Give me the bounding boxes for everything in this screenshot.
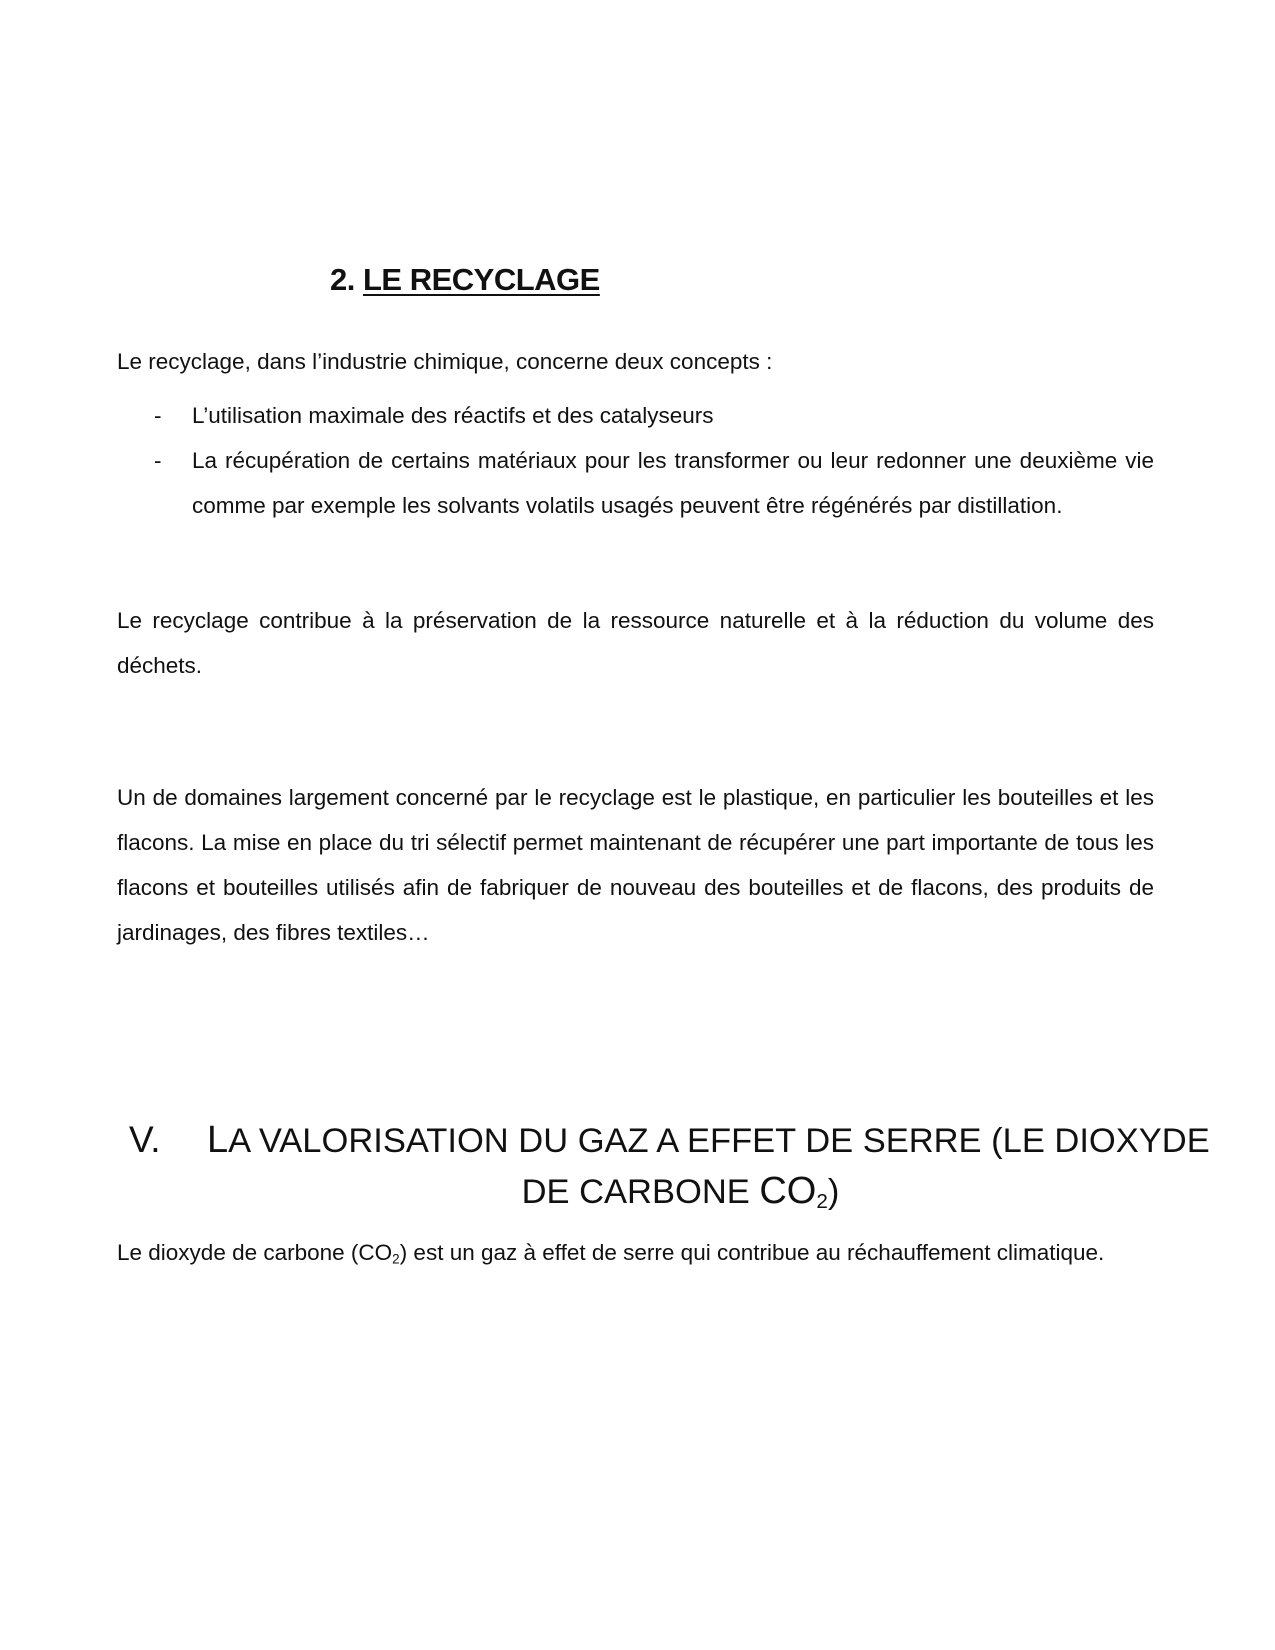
bullet-text: La récupération de certains matériaux pour les transformer ou leur redonner une deuxième vie comme par exemple les solvants volatils usagés peuvent être régénérés par distillation. — [192, 448, 1154, 518]
section-title: LE RECYCLAGE — [362, 262, 600, 297]
chapter-title-prefix: DE CARBONE — [521, 1173, 760, 1211]
co2-text-before: Le dioxyde de carbone (CO — [117, 1240, 393, 1265]
chapter-title-rest: A VALORISATION DU GAZ A EFFET DE SERRE (LE DIOXYDE — [228, 1122, 1210, 1160]
co2-subscript: 2 — [392, 1251, 400, 1267]
list-item — [117, 438, 1154, 528]
bullet-list — [117, 393, 1154, 528]
chapter-heading — [117, 1115, 1210, 1227]
contribution-paragraph: Le recyclage contribue à la préservation de la ressource naturelle et à la réduction du volume des déchets. — [117, 608, 1154, 678]
chapter-title-line-1 — [117, 1115, 1210, 1166]
section-number: 2. — [330, 262, 355, 297]
intro-paragraph: Le recyclage, dans l’industrie chimique, concerne deux concepts : — [117, 349, 773, 374]
bullet-text: L’utilisation maximale des réactifs et des catalyseurs — [192, 403, 714, 428]
chapter-title-line-2 — [117, 1166, 1154, 1227]
bullet-dash: - — [154, 448, 162, 473]
chapter-title-suffix: ) — [827, 1173, 840, 1211]
co2-text-after: ) est un gaz à effet de serre qui contribue au réchauffement climatique. — [399, 1240, 1105, 1265]
co2-paragraph — [117, 1230, 1154, 1281]
bullet-dash: - — [154, 403, 162, 428]
list-item — [117, 393, 1154, 438]
chapter-title-formula: CO — [759, 1170, 817, 1212]
section-heading — [330, 262, 600, 298]
plastic-paragraph: Un de domaines largement concerné par le recyclage est le plastique, en particulier les bouteilles et les flacons. La mise en place du tri sélectif permet maintenant de récupérer une part importante de tous les flacons et bouteilles utilisés afin de fabriquer de nouveau des bouteilles et de flacons, des produits de jardinages, des fibres textiles… — [117, 785, 1154, 945]
chapter-title-initial: L — [207, 1119, 229, 1161]
chapter-title-subscript: 2 — [816, 1190, 828, 1214]
chapter-number: V. — [129, 1119, 161, 1160]
